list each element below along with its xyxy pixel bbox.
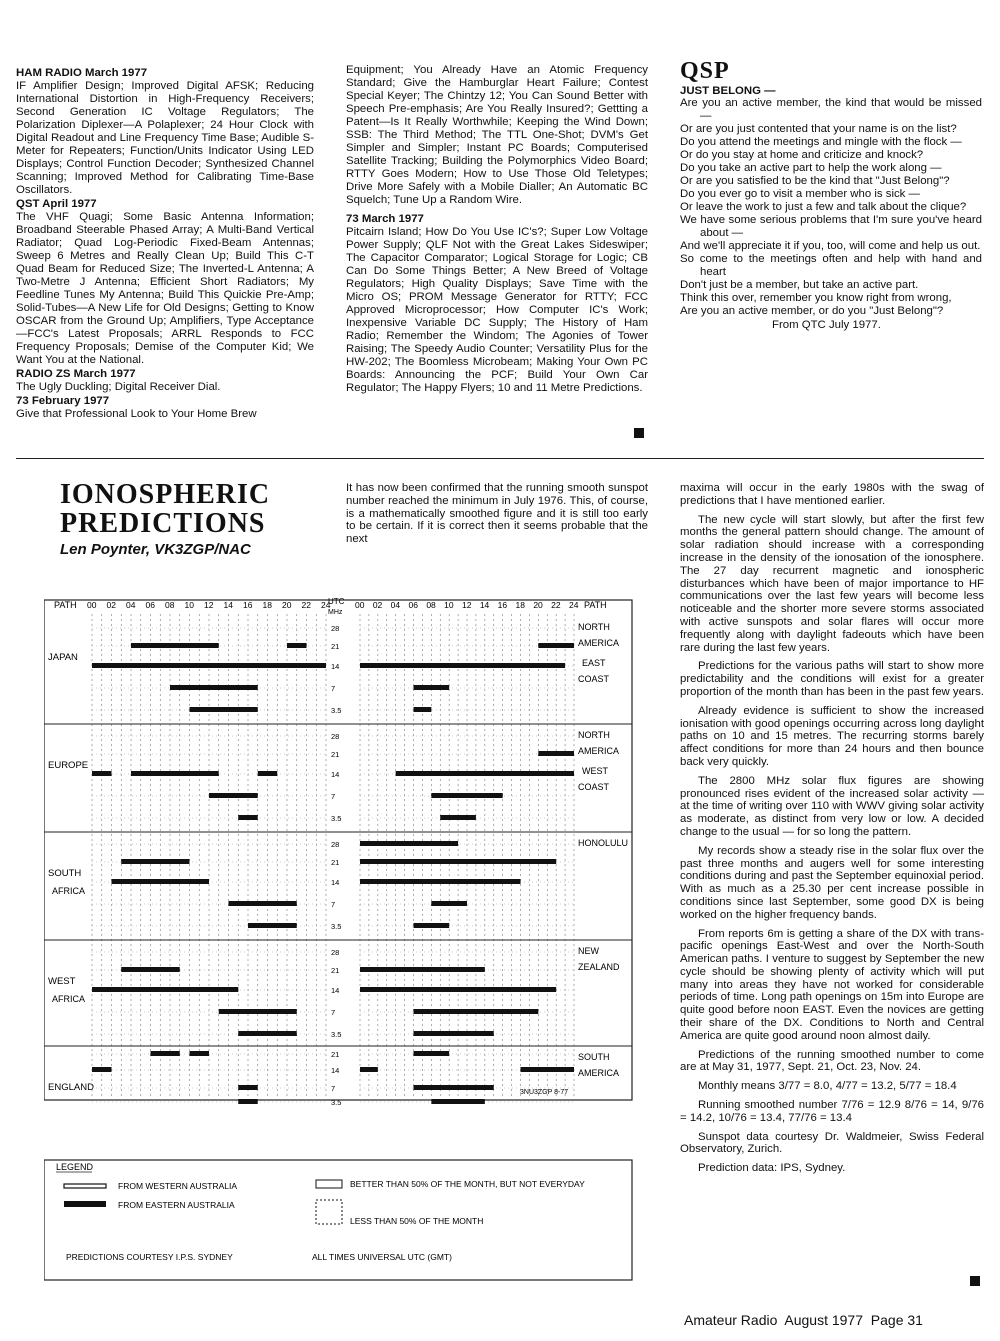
contents-list: Give that Professional Look to Your Home Brew: [16, 408, 257, 420]
hour-tick-label: 10: [184, 600, 194, 610]
prediction-bar: [238, 1099, 258, 1104]
article-paragraph: Predictions of the running smoothed number to come are at May 31, 1977, Sept. 21, Oct. 23, Nov. 24.: [680, 1048, 984, 1074]
prediction-bar: [414, 707, 432, 712]
path-name-right: AMERICA: [578, 1068, 620, 1078]
hour-tick-label: 08: [426, 600, 436, 610]
hour-tick-label: 08: [165, 600, 175, 610]
path-name-right: NORTH: [578, 730, 610, 740]
article-paragraph: Running smoothed number 7/76 = 12.9 8/76 = 14, 9/76 = 14.2, 10/76 = 13.4, 77/76 = 13.4: [680, 1099, 984, 1124]
contents-list: Equipment; You Already Have an Atomic Frequency Standard; Give the Hamburglar Heart Failure; Contest Special Keyer; The Chintzy 12; You Can Sound Better with Speech Pre-emphasis; Are You Really Insured?; Gettting a Patent—Is It Really Worthwhile; Keeping the Wind Down; SSB: The Third Method; The TTL One-Shot; DVM's Get Simpler and Simpler; Instant PC Boards; Computerised Satellite Tracking; Building the Polymorphics Video Board; RTTY Goes Modern; How to Use Those Old Teletypes; Drive More Safely with a Mobile Dialler; An Automatic BC Squelch; Tune Up a Random Wire.: [346, 64, 648, 206]
article-paragraph: Prediction data: IPS, Sydney.: [698, 1162, 846, 1175]
freq-label: 3.5: [331, 1030, 342, 1039]
freq-label: 7: [331, 900, 336, 909]
hour-tick-label: 22: [551, 600, 561, 610]
section-divider: [16, 458, 984, 459]
article-paragraph: The new cycle will start slowly, but after the first few months the general pattern should change. The amount of solar radiation should increase with a corresponding increase in the density of the ionosation of the ionosphere. The 27 day recurrent magnetic and ionospheric disturbances which have been of major importance to HF communications over the last few years will become less noticeable and the shorter more severe storms associated with active sunspots and solar flares will occur more frequently along with daylight fadeouts which have been rare during the last few years.: [680, 513, 984, 654]
magazine-heading: QST April 1977: [16, 198, 97, 210]
freq-label: 21: [331, 858, 340, 867]
prediction-bar: [248, 923, 297, 928]
hour-tick-label: 06: [408, 600, 418, 610]
qsp-poem: [680, 97, 982, 318]
prediction-bar: [287, 643, 307, 648]
qsp-line: Or are you satisfied to be the kind that "Just Belong"?: [680, 175, 950, 187]
end-mark-middle: [634, 428, 644, 438]
prediction-bar: [131, 643, 219, 648]
prediction-bar: [431, 901, 467, 906]
qsp-line: Don't just be a member, but take an active part.: [680, 279, 919, 291]
hour-tick-label: 10: [444, 600, 454, 610]
legend-east-swatch: [64, 1201, 106, 1207]
qsp-line: Or are you just contented that your name is on the list?: [680, 123, 957, 135]
article-paragraph: maxima will occur in the early 1980s with the swag of predictions that I have mentioned earlier.: [680, 482, 984, 507]
magazine-heading: 73 February 1977: [16, 395, 110, 407]
article-intro: [346, 482, 648, 552]
prediction-bar: [360, 663, 565, 668]
path-label-right: PATH: [584, 600, 607, 610]
path-name-right: ZEALAND: [578, 962, 620, 972]
hour-tick-label: 16: [243, 600, 253, 610]
hour-tick-label: 22: [301, 600, 311, 610]
freq-label: 14: [331, 986, 340, 995]
qsp-section: [680, 58, 982, 331]
path-name-left-2: AFRICA: [52, 886, 86, 896]
hour-tick-label: 20: [533, 600, 543, 610]
legend-west-swatch: [64, 1184, 106, 1188]
freq-label: 7: [331, 684, 336, 693]
hour-tick-label: 02: [372, 600, 383, 610]
prediction-bar: [238, 815, 258, 820]
contents-list: Pitcairn Island; How Do You Use IC's?; Super Low Voltage Power Supply; QLF Not with the Great Lakes Sideswiper; The Capacitor Comparator; Logical Storage for Logic; CB Can Do Some Things Better; A New Breed of Voltage Regulators; High Quality Displays; Save Time with the Micro OS; PROM Message Generator for RTTY; FCC Approved Microprocessor; How Computer IC's Work; Inexpensive Variable DC Supply; The History of Ham Radio; Remember the Windom; The Agonies of Tower Raising; The Speedy Audio Counter; Versatility Plus for the HW-202; The Boomless Microbeam; Making Your Own PC Boards: Announcing the PCF; Build Your Own Car Regulator; The Happy Flyers; 10 and 11 Metre Predictions.: [346, 226, 648, 394]
qsp-line: And we'll appreciate it if you, too, will come and help us out.: [680, 240, 981, 252]
article-heading: [60, 480, 320, 558]
freq-label: 14: [331, 770, 340, 779]
prediction-bar: [229, 901, 297, 906]
freq-label: 7: [331, 792, 336, 801]
legend-better-swatch: [316, 1180, 342, 1188]
prediction-bar: [209, 793, 258, 798]
hour-tick-label: 04: [390, 600, 401, 610]
freq-label: 21: [331, 1050, 340, 1059]
prediction-bar: [121, 859, 189, 864]
freq-label: 28: [331, 948, 340, 957]
contents-list: The Ugly Duckling; Digital Receiver Dial.: [16, 381, 221, 393]
end-mark-article: [970, 1276, 980, 1286]
hour-tick-label: 18: [515, 600, 525, 610]
hour-tick-label: 16: [497, 600, 508, 610]
path-name-left: ENGLAND: [48, 1082, 94, 1093]
article-title-line2: PREDICTIONS: [60, 508, 266, 539]
article-byline: Len Poynter, VK3ZGP/NAC: [60, 541, 251, 558]
article-paragraph: My records show a steady rise in the solar flux over the past three months and augers well for some interesting conditions during and past the September equinoxial period. With as much as a 25.30 per cent increase possible in conditions since last September, some good DX is being worked on the higher frequency bands.: [680, 844, 984, 921]
qsp-subtitle: JUST BELONG —: [680, 85, 776, 97]
hour-tick-label: 14: [479, 600, 490, 610]
prediction-bar: [360, 1067, 378, 1072]
prediction-bar: [360, 841, 458, 846]
path-name-right: SOUTH: [578, 1052, 610, 1062]
freq-label: 3.5: [331, 922, 342, 931]
freq-label: 14: [331, 878, 340, 887]
article-right-column: [680, 482, 984, 1181]
article-paragraph: Already evidence is sufficient to show the increased ionisation with good openings occurring across long daylight paths on 10 and 15 metres. The recurring storms barely affect conditions for more than 24 hours and then bounce back very quickly.: [680, 704, 984, 768]
freq-label: 14: [331, 662, 340, 671]
left-column: [16, 66, 314, 421]
qsp-line: We have some serious problems that I'm sure you've heard about —: [680, 214, 982, 239]
freq-label: 28: [331, 840, 340, 849]
prediction-bar: [121, 967, 180, 972]
prediction-bar: [92, 663, 112, 668]
article-paragraph: Sunspot data courtesy Dr. Waldmeier, Swiss Federal Observatory, Zurich.: [680, 1130, 984, 1156]
prediction-bar: [112, 879, 210, 884]
magazine-heading: HAM RADIO March 1977: [16, 67, 148, 79]
freq-label: 3.5: [331, 706, 342, 715]
hour-tick-label: 06: [145, 600, 155, 610]
hour-tick-label: 24: [569, 600, 579, 610]
prediction-bar: [190, 707, 258, 712]
prediction-bar: [521, 1067, 575, 1072]
legend-better-label: BETTER THAN 50% OF THE MONTH, BUT NOT EVERYDAY: [350, 1179, 585, 1189]
qsp-line: Think this over, remember you know right from wrong,: [680, 292, 952, 304]
path-name-left: EUROPE: [48, 760, 89, 771]
hour-tick-label: 24: [321, 600, 331, 610]
article-paragraph: Monthly means 3/77 = 8.0, 4/77 = 13.2, 5/77 = 18.4: [698, 1080, 957, 1093]
legend-east-label: FROM EASTERN AUSTRALIA: [118, 1200, 235, 1210]
prediction-bar: [538, 751, 574, 756]
hour-tick-label: 14: [223, 600, 233, 610]
legend-frame: [44, 1160, 632, 1280]
qsp-line: Do you take an active part to help the work along —: [680, 162, 942, 174]
path-name-left: SOUTH: [48, 868, 82, 879]
hour-tick-label: 00: [87, 600, 97, 610]
prediction-bar: [414, 923, 450, 928]
freq-label: 21: [331, 642, 340, 651]
prediction-bar: [92, 987, 238, 992]
path-name-right: NORTH: [578, 622, 610, 632]
prediction-bar: [431, 1099, 485, 1104]
qsp-line: Do you ever go to visit a member who is sick —: [680, 188, 920, 200]
prediction-bar: [440, 815, 476, 820]
article-intro-text: It has now been confirmed that the running smooth sunspot number reached the minimum in July 1976. This, of course, is a mathematically smoothed figure and it is still too early to be certain. If it is correct then it seems probable that the next: [346, 482, 648, 546]
qsp-line: Do you attend the meetings and mingle with the flock —: [680, 136, 962, 148]
prediction-chart: [44, 594, 644, 1284]
legend-courtesy: PREDICTIONS COURTESY I.P.S. SYDNEY: [66, 1252, 233, 1262]
prediction-bar: [431, 793, 502, 798]
hour-tick-label: 12: [462, 600, 472, 610]
qsp-line: So come to the meetings often and help with hand and heart: [680, 253, 982, 278]
freq-label: 21: [331, 966, 340, 975]
prediction-bar: [414, 685, 450, 690]
qsp-credit: From QTC July 1977.: [772, 319, 881, 331]
contents-list: IF Amplifier Design; Improved Digital AFSK; Reducing International Distortion in High-Frequency Receivers; Second Generation IC Voltage Regulators; The Polarization Diplexer—A Polaplexer; 24 Hour Clock with Digital Readout and Line Frequency Time Base; Audible S-Meter for Repeaters; Function/Units Indicator Using LED Displays; Control Function Decoder; Synthesized Channel Scanning; Improved Method for Calibrating Time-Base Oscillators.: [16, 80, 314, 196]
legend-less-label: LESS THAN 50% OF THE MONTH: [350, 1216, 484, 1226]
path-name-right: AMERICA: [578, 638, 620, 648]
qsp-title: QSP: [680, 58, 730, 84]
prediction-bar: [360, 967, 485, 972]
path-name-left-2: AFRICA: [52, 994, 86, 1004]
contents-list: The VHF Quagi; Some Basic Antenna Information; Broadband Steerable Phased Array; A Multi-Band Vertical Radiator; Quad Log-Periodic Fixed-Beam Antennas; Sweep 6 Metres and Really Clean Up; Build This C-T Quad Beam for Reduced Size; The Inverted-L Antenna; A Two-Metre J Antenna; Efficient Short Radiators; My Feedline Tunes My Antenna; Build This Quickie Pre-Amp; Solid-Tubes—A New Life for Old Designs; Getting to Know OSCAR from the Ground Up; Amplifiers, Type Acceptance—FCC's Latest Proposals; ARRL Responds to FCC Frequency Proposals; Demise of the Computer Kid; We Want You at the National.: [16, 211, 314, 366]
path-name-right: HONOLULU: [578, 838, 629, 848]
hour-tick-label: 04: [126, 600, 136, 610]
chart-signature: 3NU3ZGP 8-77: [520, 1089, 569, 1096]
middle-column: [346, 64, 648, 395]
prediction-bar: [360, 879, 521, 884]
page-footer: Amateur Radio August 1977 Page 31: [684, 1312, 923, 1328]
freq-label: 14: [331, 1066, 340, 1075]
path-name-left: WEST: [48, 976, 76, 987]
prediction-bar: [414, 1051, 450, 1056]
hour-tick-label: 00: [355, 600, 365, 610]
article-paragraph: Predictions for the various paths will start to show more predictability and the conditions will exist for a greater proportion of the month than has been in the past few years.: [680, 660, 984, 698]
hour-tick-label: 18: [262, 600, 272, 610]
chart-frame: [44, 600, 632, 1100]
path-name-right: COAST: [578, 782, 610, 792]
path-name-right: COAST: [578, 674, 610, 684]
prediction-bar: [360, 859, 556, 864]
path-label: PATH: [54, 600, 77, 610]
qsp-line: Are you an active member, the kind that would be missed —: [680, 97, 982, 122]
prediction-bar: [396, 771, 574, 776]
freq-label: 7: [331, 1084, 336, 1093]
prediction-bar: [190, 1051, 210, 1056]
utc-label: UTC: [328, 597, 345, 606]
prediction-bar: [238, 1085, 258, 1090]
path-name-right: EAST: [582, 658, 606, 668]
freq-label: 3.5: [331, 814, 342, 823]
hour-tick-label: 20: [282, 600, 292, 610]
path-name-right: AMERICA: [578, 746, 620, 756]
prediction-bar: [238, 1031, 297, 1036]
legend-west-label: FROM WESTERN AUSTRALIA: [118, 1181, 238, 1191]
qsp-line: Or leave the work to just a few and talk about the clique?: [680, 201, 967, 213]
qsp-line: Are you an active member, or do you "Just Belong"?: [680, 305, 944, 317]
hour-tick-label: 12: [204, 600, 214, 610]
prediction-bar: [360, 987, 556, 992]
freq-label: 21: [331, 750, 340, 759]
freq-label: 28: [331, 624, 340, 633]
path-name-right: NEW: [578, 946, 599, 956]
article-paragraph: From reports 6m is getting a share of the DX with trans-pacific openings East-West and over the North-South American paths. I venture to suggest by September the new cycle should be showing plenty of activity which will put many into areas they have not worked for considerable periods of time. Long path openings on 15m into Europe are quite good before noon EAST. Even the novices are getting their share of the DX. Conditions to North and Central America are quite good around noon almost daily.: [680, 927, 984, 1042]
magazine-heading: RADIO ZS March 1977: [16, 368, 136, 380]
freq-label: 7: [331, 1008, 336, 1017]
prediction-bar: [538, 643, 574, 648]
mhz-label: MHz: [328, 609, 343, 616]
prediction-bar: [92, 663, 326, 668]
prediction-bar: [92, 1067, 112, 1072]
prediction-bar: [131, 771, 219, 776]
prediction-bar: [219, 1009, 297, 1014]
prediction-bar: [151, 1051, 180, 1056]
article-paragraph: The 2800 MHz solar flux figures are showing pronounced rises evident of the increased solar activity — at the time of writing over 110 with WWV giving solar activity as moderate, as distinct from very low or low. A decided change to the usual — for so long the pattern.: [680, 774, 984, 838]
prediction-bar: [92, 771, 112, 776]
path-name-left: JAPAN: [48, 652, 78, 663]
path-name-right: WEST: [582, 766, 608, 776]
legend-title: LEGEND: [56, 1162, 94, 1172]
qsp-line: Or do you stay at home and criticize and knock?: [680, 149, 924, 161]
magazine-heading: 73 March 1977: [346, 213, 424, 225]
prediction-bar: [258, 771, 278, 776]
prediction-bar: [170, 685, 258, 690]
freq-label: 28: [331, 732, 340, 741]
freq-label: 3.5: [331, 1098, 342, 1107]
hour-tick-label: 02: [106, 600, 116, 610]
legend-times: ALL TIMES UNIVERSAL UTC (GMT): [312, 1252, 452, 1262]
prediction-bar: [414, 1009, 539, 1014]
article-title-line1: IONOSPHERIC: [60, 479, 271, 510]
prediction-bar: [414, 1031, 494, 1036]
legend-less-swatch: [316, 1200, 342, 1224]
prediction-bar: [414, 1085, 494, 1090]
